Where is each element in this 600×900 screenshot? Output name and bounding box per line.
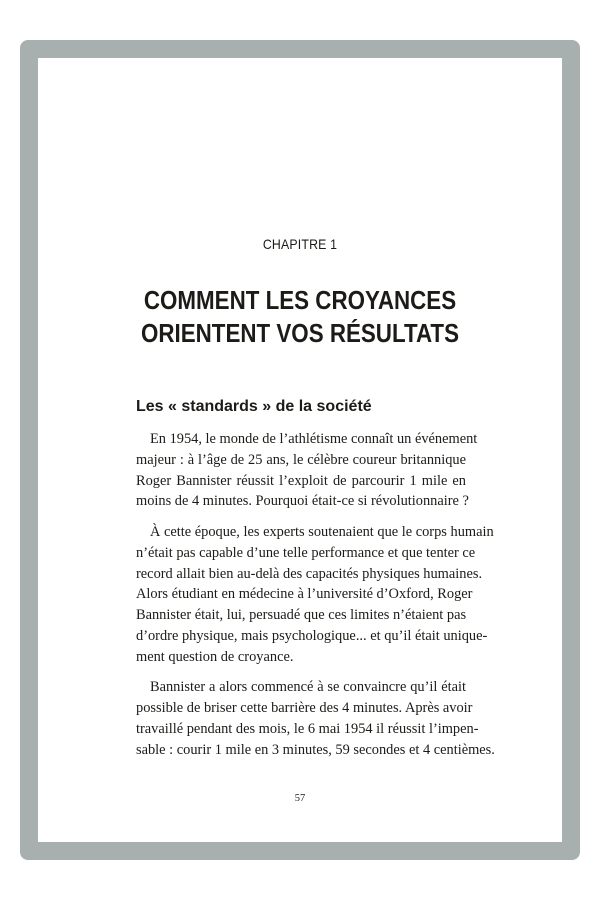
text-line: Roger Bannister réussit l’exploit de parcourir 1 mile en xyxy=(136,472,466,489)
paragraph xyxy=(136,522,494,668)
chapter-title xyxy=(75,284,526,350)
text-line: majeur : à l’âge de 25 ans, le célèbre coureur britannique xyxy=(136,451,466,468)
text-line: Alors étudiant en médecine à l’université d’Oxford, Roger xyxy=(136,586,473,603)
text-line: Bannister était, lui, persuadé que ces limites n’étaient pas xyxy=(136,607,467,624)
page-frame xyxy=(20,40,580,860)
body-text xyxy=(136,429,495,770)
text-line: record allait bien au-delà des capacités physiques humaines. xyxy=(136,565,483,582)
paragraph xyxy=(136,677,495,760)
text-line: n’était pas capable d’une telle performance et que tenter ce xyxy=(136,544,476,561)
text-line: ment question de croyance. xyxy=(136,648,294,665)
book-page xyxy=(38,58,562,842)
chapter-label: CHAPITRE 1 xyxy=(262,236,338,252)
text-line: sable : courir 1 mile en 3 minutes, 59 secondes et 4 centièmes. xyxy=(136,741,495,758)
text-line: Bannister a alors commencé à se convaincre qu’il était xyxy=(150,679,466,696)
text-line: moins de 4 minutes. Pourquoi était-ce si révolutionnaire ? xyxy=(136,493,469,510)
chapter-title-line-1: COMMENT LES CROYANCES xyxy=(143,285,457,315)
text-line: travaillé pendant des mois, le 6 mai 1954 il réussit l’impen- xyxy=(136,720,479,737)
text-line: possible de briser cette barrière des 4 minutes. Après avoir xyxy=(136,700,473,717)
text-line: d’ordre physique, mais psychologique... et qu’il était unique- xyxy=(136,627,488,644)
page-number: 57 xyxy=(294,793,306,804)
paragraph xyxy=(136,429,478,512)
chapter-title-line-2: ORIENTENT VOS RÉSULTATS xyxy=(140,318,460,348)
text-line: En 1954, le monde de l’athlétisme connaît un événement xyxy=(150,431,478,447)
section-heading: Les « standards » de la société xyxy=(136,398,372,415)
text-line: À cette époque, les experts soutenaient que le corps humain xyxy=(150,523,494,540)
